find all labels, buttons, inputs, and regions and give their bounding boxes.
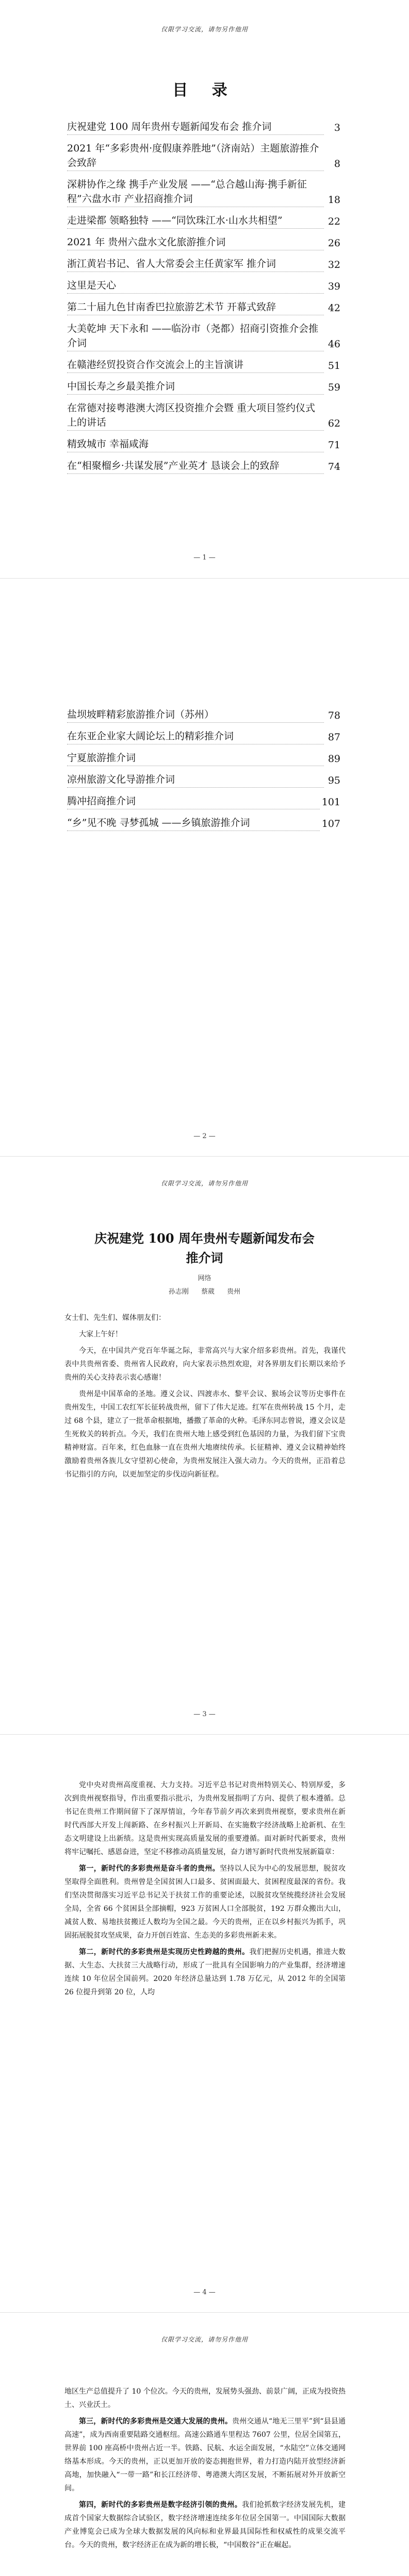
- toc-entry[interactable]: [67, 459, 340, 474]
- toc-entry-page: 59: [328, 382, 340, 393]
- speaker-name: 孙志刚: [168, 1288, 189, 1296]
- toc-entry-title: 大美乾坤 天下永和 ——临汾市（尧都）招商引资推介会推介词: [67, 321, 324, 351]
- toc-entry-page: 95: [328, 775, 340, 786]
- toc-entry-page: 46: [328, 338, 340, 350]
- toc-entry-title: 在“相聚榴乡·共谋发展”产业英才 恳谈会上的致辞: [67, 459, 324, 474]
- toc-entry-page: 18: [328, 194, 340, 206]
- paragraph-text: 贵州交通从“地无三里平”到“县县通高速”，成为西南重要陆路交通枢纽。高速公路通车里程达 7607 公里，位居全国第五，世界前 100 座高桥中贵州占近一半。铁路、民航、水运全面发展，“水陆空”立体交通网络基本形成。今天的贵州，正以更加开放的姿态拥抱世界，着力打造内陆开放型经济新高地，加快融入“一带一路”和长江经济带、粤港澳大湾区发展，不断拓展对外开放新空间。: [64, 2417, 346, 2493]
- toc-entry-page: 89: [328, 753, 340, 765]
- toc-entry-page: 107: [321, 818, 340, 829]
- paragraph-text: 贵州是中国革命的圣地。遵义会议、四渡赤水、黎平会议、猴场会议等历史事件在贵州发生，中国工农红军长征转战贵州，留下了伟大足迹。红军在贵州转战 15 个月，走过 68 个县，建立了一批革命根据地，播撒了革命的火种。毛泽东同志曾说，遵义会议是生死攸关的转折点。今天，我们在贵州大地上感受到红色基因的力量，为我们留下宝贵精神财富。百年来，红色血脉一直在贵州大地赓续传承。长征精神、遵义会议精神始终激励着贵州各族儿女守望初心使命，为贵州发展注入强大动力。今天的贵州，正沿着总书记指引的方向，以更加坚定的步伐迈向新征程。: [64, 1390, 346, 1479]
- toc-entry[interactable]: [67, 278, 340, 294]
- table-of-contents-continued: [67, 707, 340, 837]
- toc-entry[interactable]: [67, 794, 340, 809]
- page-4: [0, 1735, 409, 2312]
- toc-entry[interactable]: [67, 257, 340, 272]
- article-paragraph: [64, 2385, 346, 2412]
- toc-entry-title: 走进梁都 领略独特 ——“同饮珠江水·山水共相望”: [67, 213, 324, 229]
- toc-entry[interactable]: [67, 729, 340, 744]
- toc-entry[interactable]: [67, 213, 340, 229]
- article-body: [0, 1311, 409, 1484]
- toc-entry[interactable]: [67, 437, 340, 452]
- header-banner: 仅限学习交流，请勿另作他用: [160, 1180, 248, 1187]
- toc-entry-page: 8: [334, 158, 340, 170]
- page-number: — 1 —: [193, 554, 216, 562]
- toc-entry[interactable]: [67, 120, 340, 135]
- toc-entry-title: 宁夏旅游推介词: [67, 751, 324, 766]
- toc-entry[interactable]: [67, 177, 340, 207]
- toc-entry-page: 32: [328, 259, 340, 270]
- page-number: — 4 —: [193, 2289, 216, 2296]
- toc-entry-page: 87: [328, 732, 340, 743]
- article-title: [52, 1229, 357, 1268]
- article-paragraph: [64, 1862, 346, 1942]
- paragraph-text: 地区生产总值提升了 10 个位次。今天的贵州，发展势头强劲、前景广阔，正成为投资热土、兴业沃土。: [64, 2387, 346, 2409]
- toc-entry-page: 42: [328, 302, 340, 314]
- paragraph-heading: 第二，新时代的多彩贵州是实现历史性跨越的贵州。: [79, 1948, 250, 1956]
- article-paragraph: [64, 1778, 346, 1859]
- toc-entry[interactable]: [67, 300, 340, 315]
- toc-entry[interactable]: [67, 816, 340, 831]
- toc-title: 目 录: [172, 81, 237, 99]
- paragraph-text: 我们抢抓数字经济发展先机，建成首个国家大数据综合试验区，数字经济增速连续多年位居全国第一。中国国际大数据产业博览会已成为全球大数据发展的风向标和业界最具国际性和权威性的成果交流平台。今天的贵州，数字经济正在成为新的增长极，“中国数谷”正在崛起。: [64, 2501, 346, 2549]
- toc-entry-page: 101: [321, 796, 340, 808]
- toc-entry-title: 庆祝建党 100 周年贵州专题新闻发布会 推介词: [67, 120, 324, 135]
- speaker-name: 蔡葳: [201, 1288, 215, 1296]
- page-2: [0, 579, 409, 1156]
- toc-entry-title: 中国长寿之乡最美推介词: [67, 379, 324, 395]
- toc-entry-title: 盐坝坡畔精彩旅游推介词（苏州）: [67, 707, 324, 723]
- toc-entry[interactable]: [67, 235, 340, 250]
- article-paragraph: [64, 2498, 346, 2552]
- toc-entry-page: 71: [328, 439, 340, 451]
- page-5: [0, 2313, 409, 2576]
- toc-entry-title: 深耕协作之缘 携手产业发展 ——“总合越山海·携手新征程”六盘水市 产业招商推介词: [67, 177, 324, 207]
- toc-entry-page: 51: [328, 360, 340, 371]
- article-paragraph: [64, 1328, 346, 1341]
- article-title-line-2: 推介词: [186, 1250, 223, 1265]
- toc-entry[interactable]: [67, 751, 340, 766]
- toc-entry-page: 26: [328, 238, 340, 249]
- toc-entry-title: 精致城市 幸福咸海: [67, 437, 324, 452]
- toc-entry[interactable]: [67, 321, 340, 351]
- toc-entry[interactable]: [67, 141, 340, 171]
- toc-entry-title: 2021 年 贵州六盘水文化旅游推介词: [67, 235, 324, 250]
- paragraph-heading: 第一，新时代的多彩贵州是奋斗者的贵州。: [79, 1865, 220, 1873]
- article-paragraph: [64, 2415, 346, 2495]
- article-paragraph: [64, 1945, 346, 1999]
- article-body: [0, 2385, 409, 2555]
- toc-entry[interactable]: [67, 772, 340, 788]
- article-title-line-1: 庆祝建党 100 周年贵州专题新闻发布会: [94, 1231, 315, 1246]
- paragraph-heading: 第四，新时代的多彩贵州是数字经济引领的贵州。: [79, 2501, 242, 2509]
- article-speakers: [0, 1286, 409, 1296]
- toc-entry-title: 2021 年“多彩贵州·度假康养胜地”（济南站）主题旅游推介会致辞: [67, 141, 324, 171]
- page-number: — 3 —: [193, 1710, 216, 1718]
- article-body: [0, 1778, 409, 2002]
- toc-entry-title: 凉州旅游文化导游推介词: [67, 772, 324, 788]
- toc-entry-page: 39: [328, 281, 340, 292]
- toc-entry[interactable]: [67, 401, 340, 431]
- page-number: — 2 —: [193, 1132, 216, 1140]
- header-banner: 仅限学习交流，请勿另作他用: [160, 26, 248, 33]
- paragraph-text: 坚持以人民为中心的发展思想，脱贫攻坚取得全面胜利。贵州曾是全国贫困人口最多、贫困面最大、贫困程度最深的省份。我们坚决贯彻落实习近平总书记关于扶贫工作的重要论述，以脱贫攻坚统揽经济社会发展全局，全省 66 个贫困县全部摘帽，923 万贫困人口全部脱贫，192 万群众搬出大山，减贫人数、易地扶贫搬迁人数均为全国之最。今天的贵州，正在以乡村振兴为抓手，巩固拓展脱贫攻坚成果，奋力开创百姓富、生态美的多彩贵州新未来。: [64, 1865, 346, 1940]
- toc-entry[interactable]: [67, 707, 340, 723]
- article-paragraph: [64, 1311, 346, 1325]
- page-3: [0, 1157, 409, 1734]
- toc-entry-title: 腾冲招商推介词: [67, 794, 320, 809]
- paragraph-text: 大家上午好！: [79, 1330, 122, 1338]
- toc-entry-page: 74: [328, 461, 340, 472]
- toc-entry-page: 78: [328, 710, 340, 721]
- toc-entry-title: 浙江黄岩书记、省人大常委会主任黄家军 推介词: [67, 257, 324, 272]
- toc-entry-title: 这里是天心: [67, 278, 324, 294]
- paragraph-text: 党中央对贵州高度重视、大力支持。习近平总书记对贵州特别关心、特别厚爱，多次到贵州视察指导，作出重要指示批示，为贵州发展指明了方向、提供了根本遵循。总书记在贵州工作期间留下了深厚情谊，今年春节前夕再次来到贵州视察，要求贵州在新时代西部大开发上闯新路、在乡村振兴上开新局、在实施数字经济战略上抢新机、在生态文明建设上出新绩。这是贵州实现高质量发展的重要遵循。面对新时代新要求，贵州将牢记嘱托、感恩奋进，坚定不移推动高质量发展，奋力谱写新时代贵州发展新篇章：: [64, 1781, 346, 1856]
- article-paragraph: [64, 1387, 346, 1481]
- toc-entry-page: 62: [328, 418, 340, 429]
- paragraph-text: 今天，在中国共产党百年华诞之际，非常高兴与大家介绍多彩贵州。首先，我谨代表中共贵州省委、贵州省人民政府，向大家表示热烈欢迎，对各界朋友们长期以来给予贵州的关心支持表示衷心感谢！: [64, 1347, 346, 1382]
- paragraph-text: 我们把握历史机遇，推进大数据、大生态、大扶贫三大战略行动，形成了一批具有全国影响力的产业集群，经济增速连续 10 年位居全国前列。2020 年经济总量达到 1.78 万亿元，从 2012 年的全国第 26 位提升到第 20 位，人均: [64, 1948, 346, 1996]
- toc-entry[interactable]: [67, 358, 340, 373]
- toc-entry[interactable]: [67, 379, 340, 395]
- toc-entry-title: 在常德对接粤港澳大湾区投资推介会暨 重大项目签约仪式上的讲话: [67, 401, 324, 431]
- toc-entry-title: 第二十届九色甘南香巴拉旅游艺术节 开幕式致辞: [67, 300, 324, 315]
- table-of-contents: [67, 120, 340, 480]
- paragraph-text: 女士们、先生们、媒体朋友们：: [64, 1314, 166, 1322]
- header-banner: 仅限学习交流，请勿另作他用: [160, 2336, 248, 2343]
- toc-entry-page: 3: [334, 122, 340, 133]
- article-source: 网络: [198, 1275, 211, 1282]
- speaker-name: 贵州: [227, 1288, 241, 1296]
- toc-entry-page: 22: [328, 216, 340, 227]
- toc-entry-title: 在赣港经贸投资合作交流会上的主旨演讲: [67, 358, 324, 373]
- toc-entry-title: 在东亚企业家大阔论坛上的精彩推介词: [67, 729, 324, 744]
- article-paragraph: [64, 1344, 346, 1384]
- page-1: [0, 0, 409, 578]
- toc-entry-title: “乡”见不晚 寻梦孤城 ——乡镇旅游推介词: [67, 816, 320, 831]
- paragraph-heading: 第三，新时代的多彩贵州是交通大发展的贵州。: [79, 2417, 233, 2426]
